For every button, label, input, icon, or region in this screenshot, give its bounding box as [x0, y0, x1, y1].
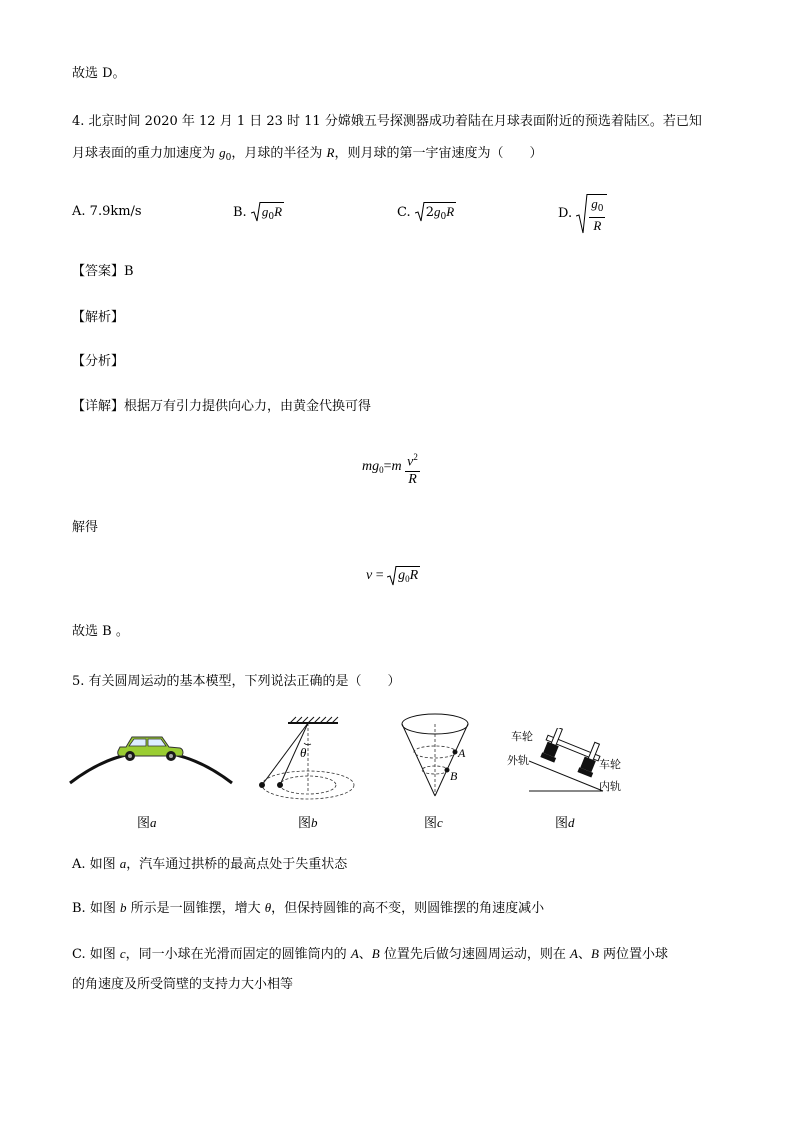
q4-d-r: R: [593, 218, 602, 233]
q5-a-text-2: ，汽车通过拱桥的最高点处于失重状态: [126, 857, 348, 872]
q4-answer-value: B: [124, 264, 134, 279]
q4-g-symbol: g: [219, 145, 226, 160]
fig-c-label-b: B: [450, 769, 458, 783]
bridge-arc: [70, 752, 232, 783]
q5-option-b: [72, 898, 544, 919]
figure-d-banked-rail: [505, 728, 635, 800]
eq1-sup: 2: [413, 452, 418, 463]
fig-d-wheel-left: 车轮: [511, 731, 533, 743]
q5-option-c: [72, 944, 668, 965]
q4-option-c: [397, 202, 456, 225]
sqrt-sign-icon: [415, 202, 425, 222]
eq2-sqrt: [387, 566, 420, 587]
q4-answer-tag: 【答案】: [72, 264, 125, 279]
q4-g-sub: 0: [225, 153, 232, 163]
q5-b-fig: b: [119, 900, 127, 915]
fig-b-theta: θ: [300, 745, 307, 760]
sqrt-sign-icon: [576, 194, 588, 234]
eq1-g: g: [372, 459, 380, 474]
q4-option-b: [233, 202, 284, 225]
q4-detail-text: 根据万有引力提供向心力，由黄金代换可得: [124, 399, 372, 414]
q5-c-text-4: 两位置小球: [598, 947, 669, 962]
figure-c-cone: [395, 710, 475, 810]
q4-stem-line2: [72, 143, 542, 168]
eq1-fraction: [405, 449, 420, 488]
fig-d-pre: 图: [555, 816, 569, 831]
eq2-r: R: [409, 568, 419, 583]
q5-c-text-3: 位置先后做匀速圆周运动，则在: [379, 947, 570, 962]
q5-c-a2: A: [570, 946, 578, 961]
fig-a-letter: a: [150, 815, 157, 830]
q4-option-d-sqrt: [576, 194, 607, 234]
q5-option-c-line2: 的角速度及所受筒壁的支持力大小相等: [72, 977, 294, 992]
fig-a-pre: 图: [137, 816, 151, 831]
q4-option-d-label: D.: [558, 206, 573, 221]
sqrt-sign-icon: [387, 566, 397, 586]
q4-option-a-label: A.: [72, 204, 86, 219]
q4-conclusion: 故选 B 。: [72, 624, 129, 639]
eq1-equals: =: [383, 459, 392, 474]
figure-d-label: [555, 812, 575, 831]
q4-r-symbol: R: [326, 145, 335, 160]
q5-a-fig: a: [119, 856, 127, 871]
figure-c-label: [424, 812, 443, 831]
q4-c-g: g: [434, 204, 441, 219]
car-icon: [118, 737, 183, 761]
fig-d-wheel-right: 车轮: [599, 759, 621, 771]
q5-c-sep2: 、: [577, 947, 591, 962]
q4-detail: [72, 397, 371, 417]
q5-c-fig: c: [119, 946, 126, 961]
eq1-m2: m: [391, 459, 402, 474]
q4-d-sub: 0: [597, 204, 604, 214]
q4-option-c-label: C.: [397, 205, 411, 220]
q5-option-a: [72, 854, 347, 875]
q5-b-theta: θ: [264, 900, 272, 915]
fig-d-inner-rail: 内轨: [599, 781, 621, 793]
prev-conclusion: 故选 D。: [72, 66, 126, 81]
fig-c-pre: 图: [424, 816, 438, 831]
q4-d-g: g: [591, 196, 598, 211]
eq1-sub: 0: [379, 465, 384, 475]
q5-stem: 5. 有关圆周运动的基本模型，下列说法正确的是（ ）: [72, 674, 401, 689]
q4-solve-label: 解得: [72, 520, 99, 535]
q5-a-text-1: A. 如图: [72, 857, 120, 872]
q4-stem-text-c: ，则月球的第一宇宙速度为（ ）: [334, 146, 543, 161]
q4-option-a-value: 7.9km/s: [89, 204, 142, 219]
fig-d-outer-rail: 外轨: [507, 755, 529, 767]
q4-analysis-tag: 【解析】: [72, 310, 125, 325]
q4-stem-text-b: ，月球的半径为: [231, 146, 327, 161]
q4-option-b-label: B.: [233, 205, 247, 220]
eq1-r: R: [408, 471, 417, 487]
fig-b-pre: 图: [298, 816, 312, 831]
q4-option-d: [558, 194, 607, 234]
figure-b-label: [298, 812, 318, 831]
q4-option-a: [72, 202, 142, 222]
eq1-v: v: [407, 454, 414, 470]
q4-equation-2: [366, 566, 420, 587]
figure-a-label: [137, 812, 157, 831]
q4-b-r: R: [274, 204, 283, 219]
fig-d-letter: d: [568, 815, 575, 830]
fig-b-letter: b: [311, 815, 318, 830]
q4-fenxi-tag: 【分析】: [72, 354, 125, 369]
eq2-sub: 0: [405, 574, 410, 584]
q5-c-a: A: [350, 946, 359, 961]
q5-c-text-2: ，同一小球在光滑而固定的圆锥筒内的: [125, 947, 351, 962]
eq2-g: g: [398, 568, 406, 583]
q4-c-r: R: [446, 204, 455, 219]
q4-detail-tag: 【详解】: [72, 399, 125, 414]
eq2-equals: =: [372, 568, 388, 583]
q4-c-coef: 2: [425, 205, 435, 220]
fig-c-label-a: A: [458, 746, 466, 760]
q5-b-text-1: B. 如图: [72, 901, 120, 916]
q4-c-sub: 0: [440, 212, 447, 222]
q4-b-sub: 0: [268, 212, 275, 222]
q4-equation-1: [362, 447, 420, 490]
q4-answer: [72, 262, 134, 282]
figure-b-conical-pendulum: [258, 715, 368, 805]
q4-b-g: g: [261, 204, 269, 219]
q5-c-b2: B: [590, 946, 599, 961]
q4-stem-line1: 4. 北京时间 2020 年 12 月 1 日 23 时 11 分嫦娥五号探测器成功着陆在月球表面附近的预选着陆区。若已知: [72, 114, 702, 129]
q5-b-text-3: ，但保持圆锥的高不变，则圆锥摆的角速度减小: [271, 901, 545, 916]
fig-c-letter: c: [437, 815, 443, 830]
eq2-v: v: [366, 568, 373, 583]
q5-c-b: B: [371, 946, 380, 961]
q5-c-text-1: C. 如图: [72, 947, 120, 962]
eq1-m1: m: [362, 459, 373, 474]
q4-option-c-sqrt: [415, 202, 456, 225]
q5-b-text-2: 所示是一圆锥摆，增大: [126, 901, 265, 916]
sqrt-sign-icon: [251, 202, 261, 222]
q5-c-sep: 、: [358, 947, 372, 962]
figure-a-arch-bridge: [68, 725, 234, 790]
q4-stem-text-a: 月球表面的重力加速度为: [72, 146, 220, 161]
q4-option-b-sqrt: [251, 202, 284, 225]
